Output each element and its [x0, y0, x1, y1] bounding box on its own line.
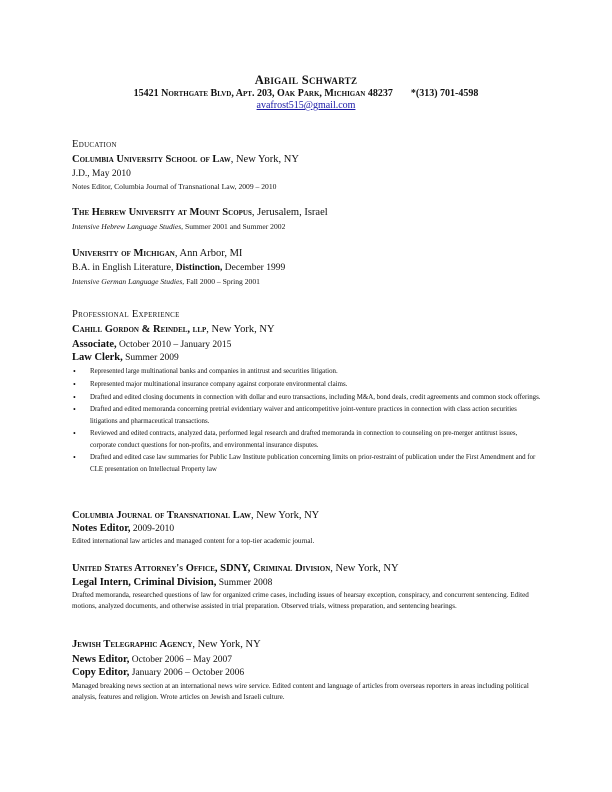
role-law-clerk: [72, 352, 179, 363]
candidate-name: Abigail Schwartz: [254, 73, 358, 87]
employer-name: Cahill Gordon & Reindel, llp: [72, 324, 207, 335]
role-date: October 2006 – May 2007: [129, 655, 233, 665]
school-name: University of Michigan: [72, 248, 175, 259]
employer-jta: [72, 639, 261, 650]
role-date: January 2006 – October 2006: [129, 668, 245, 678]
bullet-item: [72, 392, 542, 403]
employer-location: , New York, NY: [192, 639, 261, 650]
bullet-icon: •: [73, 379, 76, 389]
role-date: 2009-2010: [130, 524, 175, 534]
bullet-item: [72, 428, 542, 450]
school-detail: [72, 277, 260, 286]
bullet-text: Represented major multinational insurance company against corporate environmental claims.: [90, 380, 348, 388]
school-michigan: [72, 248, 242, 259]
degree-honor: Distinction,: [175, 263, 223, 273]
role-title: Copy Editor,: [72, 667, 130, 678]
employer-name: Jewish Telegraphic Agency: [72, 639, 193, 650]
employer-name: United States Attorney's Office, SDNY, Criminal Division: [72, 563, 331, 574]
detail-rest: Summer 2001 and Summer 2002: [183, 222, 286, 231]
email-link[interactable]: [0, 100, 612, 111]
role-title: Law Clerk,: [72, 352, 123, 363]
school-detail: [72, 222, 285, 231]
phone: *(313) 701-4598: [410, 88, 479, 99]
school-name: The Hebrew University at Mount Scopus: [72, 207, 252, 218]
role-title: Notes Editor,: [72, 523, 131, 534]
school-location: , Jerusalem, Israel: [251, 207, 328, 218]
role-news-editor: [72, 654, 232, 665]
contact-line: [0, 88, 612, 99]
school-location: , Ann Arbor, MI: [174, 248, 243, 259]
school-name: Columbia University School of Law: [72, 154, 231, 165]
bullet-text: Drafted and edited memoranda concerning pretrial evidentiary waiver and anticompetitive joint-venture practices in connection with class action securities litigations and pharmaceutical transactions.: [90, 406, 517, 425]
role-associate: [72, 339, 231, 350]
role-description: Managed breaking news section at an international news wire service. Edited content and language of articles from overseas reporters in areas including political analysis, features and religion. Wrote articles on Jewish and Israeli culture.: [72, 682, 529, 702]
employer-cahill: [72, 324, 275, 335]
bullet-item: [72, 404, 542, 426]
bullet-item: [72, 452, 542, 474]
bullet-item: [72, 379, 542, 390]
role-copy-editor: [72, 667, 244, 678]
address: 15421 Northgate Blvd, Apt. 203, Oak Park, Michigan 48237: [133, 88, 393, 99]
role-title: Legal Intern, Criminal Division,: [72, 577, 217, 588]
bullet-text: Represented large multinational banks and companies in antitrust and securities litigation.: [90, 368, 338, 375]
bullet-text: Drafted and edited case law summaries for Public Law Institute publication concerning limits on prior-restraint of publication under the First Amendment and for CLE presentation on Intellectual Property law: [90, 454, 536, 473]
role-date: October 2010 – January 2015: [116, 340, 232, 350]
employer-name: Columbia Journal of Transnational Law: [72, 510, 251, 521]
employer-location: , New York, NY: [330, 563, 399, 574]
education-heading: Education: [72, 139, 117, 150]
bullet-icon: •: [73, 392, 76, 402]
role-legal-intern: [72, 577, 272, 588]
role-title: Associate,: [72, 339, 117, 350]
bullet-text: Reviewed and edited contracts, analyzed data, performed legal research and drafted memoranda in connection to counseling on pre-merger antitrust issues, corporate conduct questions for non-profits, and environmental insurance disputes.: [90, 430, 518, 449]
bullet-icon: •: [73, 453, 76, 463]
email-text[interactable]: avafrost515@gmail.com: [256, 100, 356, 111]
bullet-item: [72, 366, 542, 377]
school-columbia: [72, 154, 299, 165]
degree-date: December 1999: [222, 263, 286, 273]
role-date: Summer 2008: [216, 578, 273, 588]
role-description: Edited international law articles and managed content for a top-tier academic journal.: [72, 537, 315, 545]
employer-usao: [72, 563, 399, 574]
detail-italic: Intensive Hebrew Language Studies,: [72, 222, 184, 231]
experience-heading: Professional Experience: [72, 309, 180, 320]
employer-location: , New York, NY: [250, 510, 320, 521]
role-description: Drafted memoranda, researched questions of law for organized crime cases, including issues of hearsay exception, conspiracy, and concurrent sentencing. Edited motions, analyzed documents, and otherwise assisted in trial preparation. Observed trials, witness preparation, and sentencing hearings.: [72, 591, 529, 611]
role-title: News Editor,: [72, 654, 130, 665]
role-notes-editor: [72, 523, 174, 534]
employer-journal: [72, 510, 319, 521]
school-detail: Notes Editor, Columbia Journal of Transnational Law, 2009 – 2010: [72, 182, 277, 191]
school-location: , New York, NY: [230, 154, 299, 165]
school-degree: [72, 263, 285, 273]
bullet-icon: •: [73, 367, 76, 376]
bullet-icon: •: [73, 405, 76, 415]
bullet-text: Drafted and edited closing documents in connection with dollar and euro transactions, including M&A, bond deals, credit agreements and common stock offerings.: [90, 393, 541, 401]
school-hebrew-university: [72, 207, 328, 218]
bullet-icon: •: [73, 429, 76, 439]
degree-text: B.A. in English Literature,: [72, 263, 176, 273]
cahill-bullets: [72, 366, 542, 476]
role-date: Summer 2009: [122, 353, 179, 363]
detail-rest: Fall 2000 – Spring 2001: [184, 277, 260, 286]
school-degree: J.D., May 2010: [72, 169, 131, 179]
detail-italic: Intensive German Language Studies,: [72, 277, 185, 286]
employer-location: , New York, NY: [206, 324, 275, 335]
